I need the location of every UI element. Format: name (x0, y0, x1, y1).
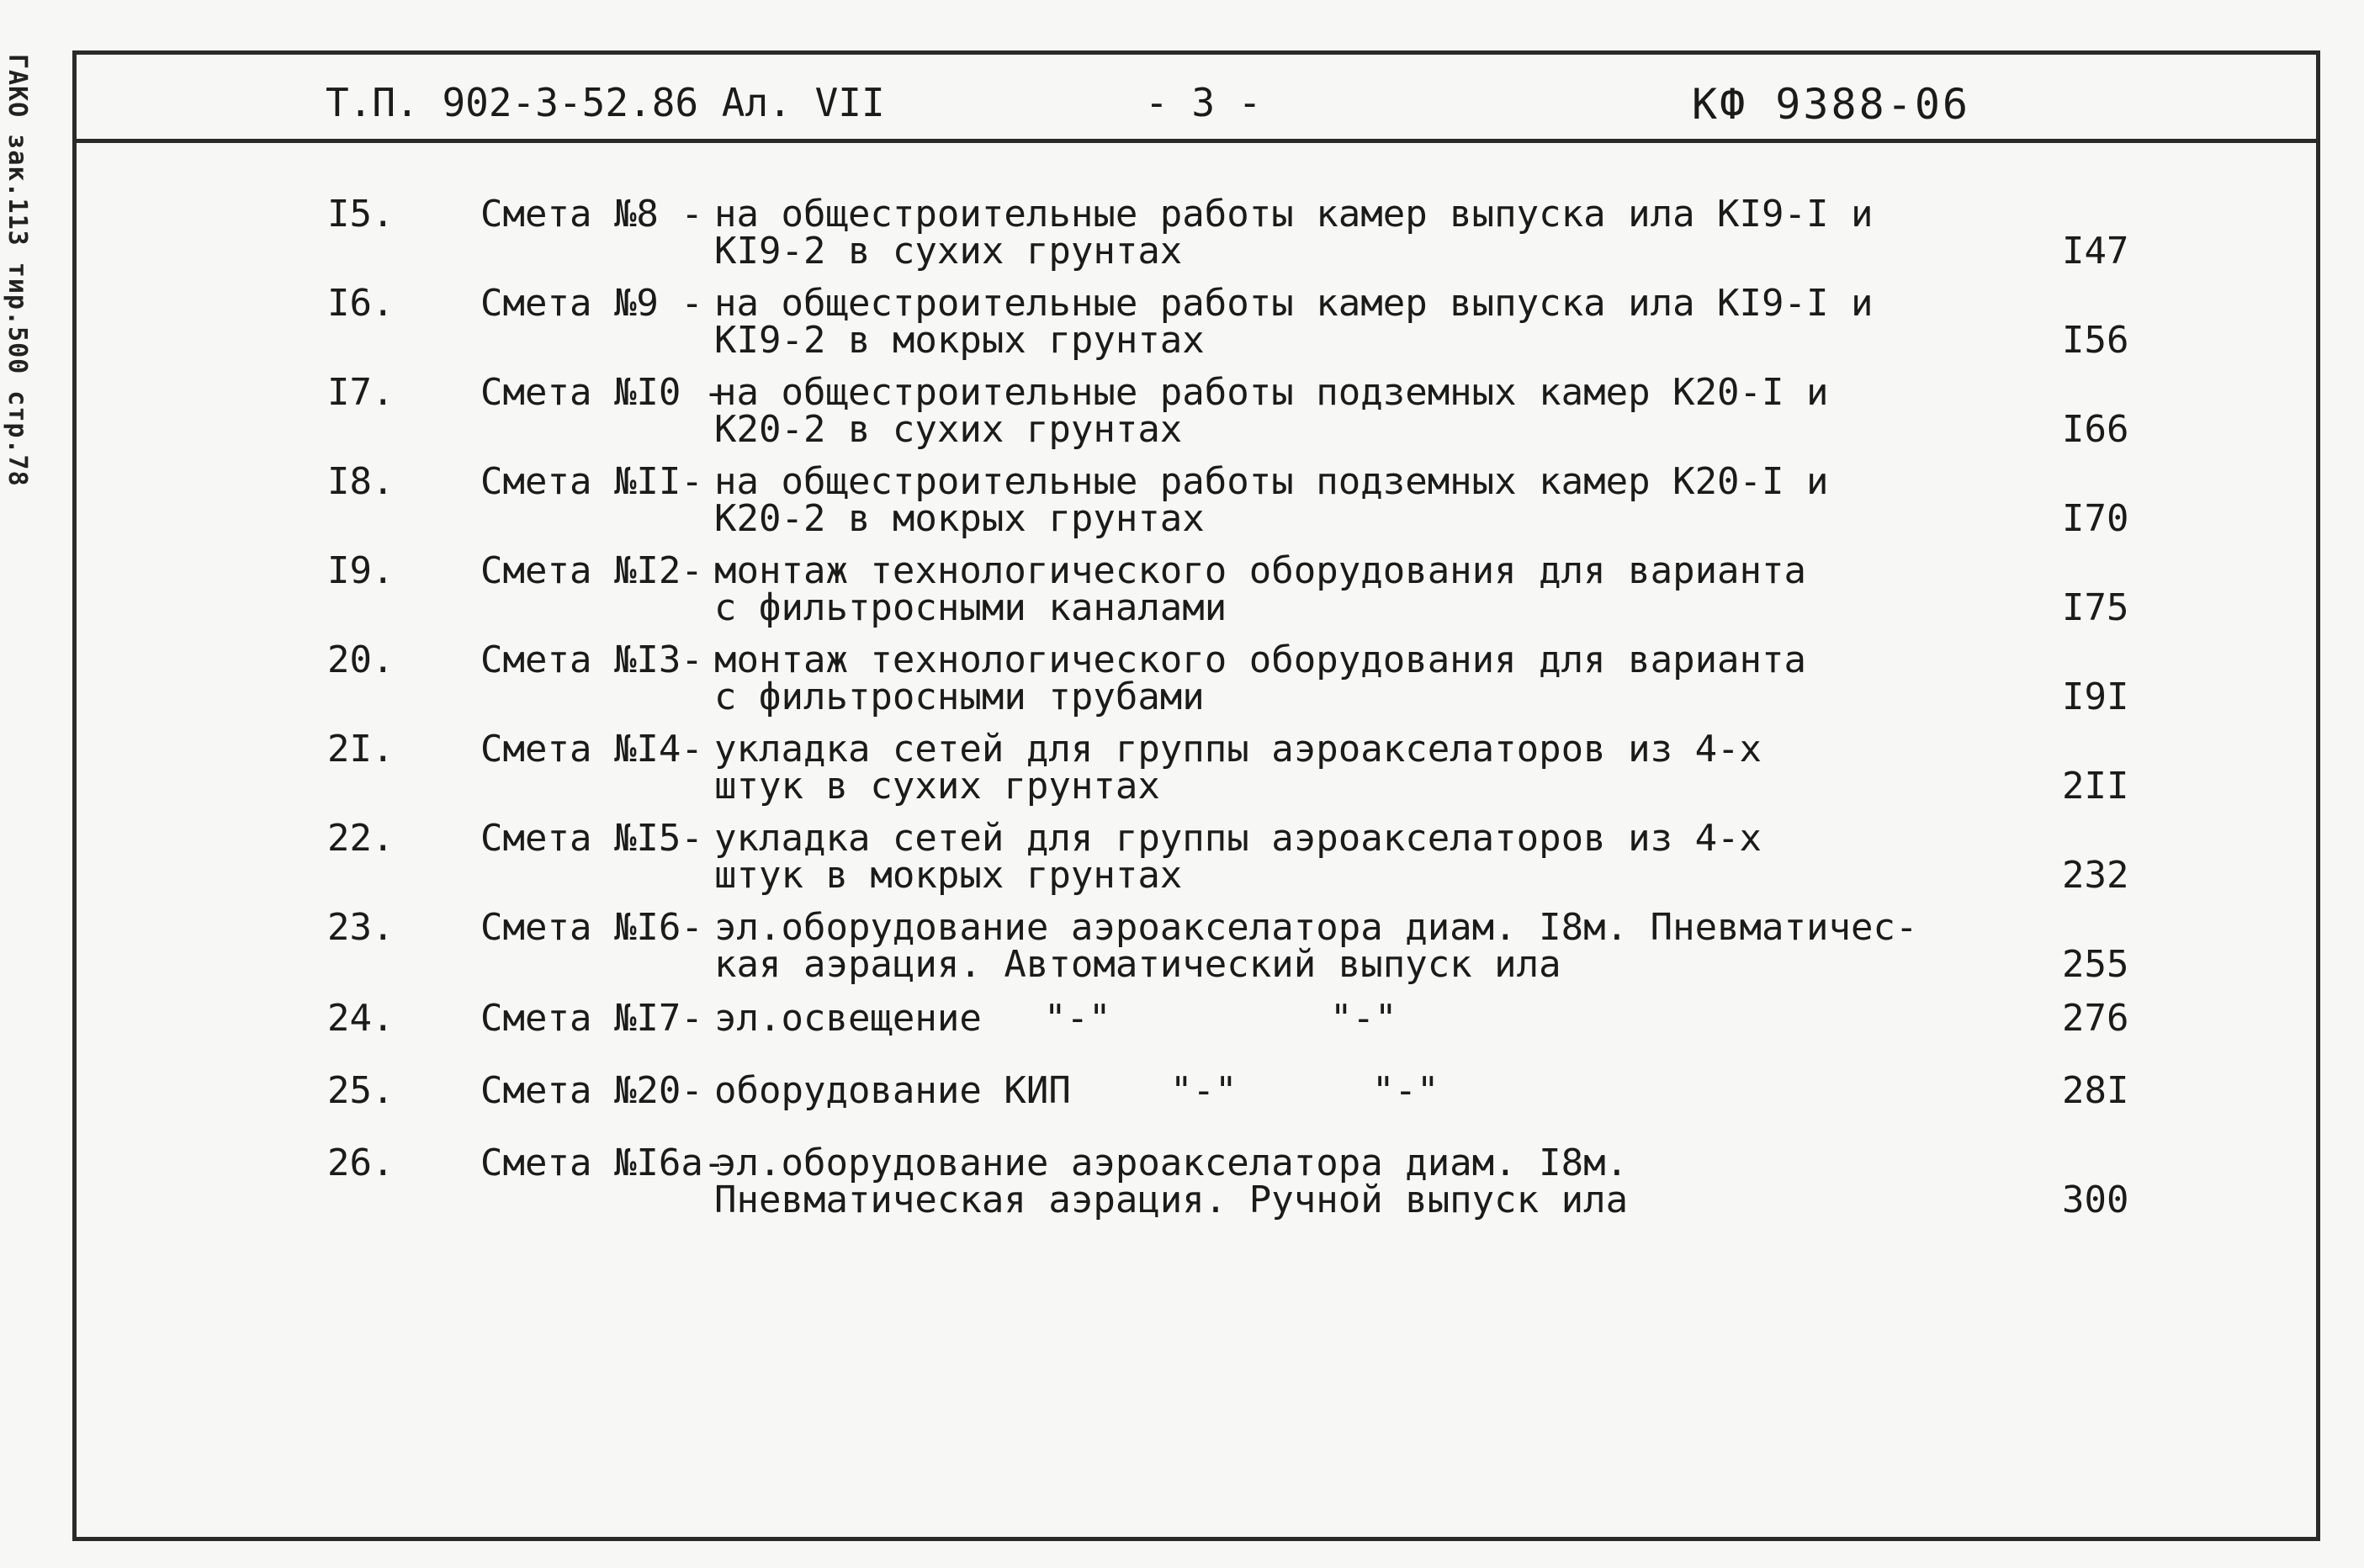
ditto-mark: "-" (1330, 997, 1397, 1040)
estimate-ref: Смета №I6а- (480, 1142, 726, 1184)
item-page: I9I (2062, 675, 2129, 718)
estimate-ref: Смета №I7- (480, 997, 703, 1040)
header (77, 55, 2316, 142)
item-number: 22. (327, 817, 395, 860)
item-description-cont: КI9-2 в сухих грунтах (714, 230, 1183, 273)
item-number: 25. (327, 1069, 395, 1112)
estimate-ref: Смета №8 - (480, 193, 703, 236)
item-page: I47 (2062, 230, 2129, 273)
estimate-ref: Смета №I4- (480, 728, 703, 771)
item-number: I8. (327, 460, 395, 503)
item-description: оборудование КИП (714, 1069, 1071, 1112)
ditto-mark: "-" (1372, 1069, 1439, 1112)
document-code: КФ 9388-06 (1692, 80, 1971, 129)
ditto-mark: "-" (1044, 997, 1111, 1040)
item-number: 23. (327, 906, 395, 949)
item-description: укладка сетей для группы аэроакселаторов из 4-х (714, 728, 1762, 771)
item-page: I75 (2062, 586, 2129, 629)
item-description-cont: с фильтросными трубами (714, 675, 1205, 718)
item-description-cont: К20-2 в мокрых грунтах (714, 497, 1205, 540)
item-description-cont: К20-2 в сухих грунтах (714, 408, 1183, 451)
estimate-ref: Смета №I0 - (480, 371, 726, 414)
item-number: I6. (327, 282, 395, 325)
estimate-ref: Смета №20- (480, 1069, 703, 1112)
item-page: I66 (2062, 408, 2129, 451)
item-page: I56 (2062, 319, 2129, 362)
margin-note-text: ГАКО зак.113 тир.500 стр.78 (3, 54, 32, 487)
item-page: 276 (2062, 997, 2129, 1040)
ditto-mark: "-" (1170, 1069, 1238, 1112)
item-number: 20. (327, 638, 395, 681)
item-page: 255 (2062, 943, 2129, 986)
item-description-cont: с фильтросными каналами (714, 586, 1227, 629)
item-description: монтаж технологического оборудования для варианта (714, 638, 1807, 681)
item-number: I9. (327, 549, 395, 592)
item-description: на общестроительные работы подземных камер К20-I и (714, 460, 1829, 503)
item-number: 24. (327, 997, 395, 1040)
estimate-ref: Смета №I5- (480, 817, 703, 860)
page-number: - 3 - (1145, 80, 1262, 125)
estimate-ref: Смета №II- (480, 460, 703, 503)
item-description: монтаж технологического оборудования для варианта (714, 549, 1807, 592)
item-page: 232 (2062, 854, 2129, 897)
item-description: эл.оборудование аэроакселатора диам. I8м. (714, 1142, 1629, 1184)
header-divider (77, 139, 2316, 143)
item-description-cont: штук в мокрых грунтах (714, 854, 1183, 897)
item-number: I5. (327, 193, 395, 236)
document-designation: Т.П. 902-3-52.86 Ал. VII (326, 80, 885, 125)
item-number: I7. (327, 371, 395, 414)
item-page: 300 (2062, 1179, 2129, 1221)
estimate-ref: Смета №9 - (480, 282, 703, 325)
item-description: на общестроительные работы камер выпуска ила КI9-I и (714, 193, 1874, 236)
item-page: 2II (2062, 765, 2129, 808)
page-frame (72, 50, 2320, 1541)
item-page: I70 (2062, 497, 2129, 540)
item-description: на общестроительные работы камер выпуска ила КI9-I и (714, 282, 1874, 325)
estimate-ref: Смета №I3- (480, 638, 703, 681)
item-description-cont: Пневматическая аэрация. Ручной выпуск ила (714, 1179, 1629, 1221)
item-number: 2I. (327, 728, 395, 771)
item-description-cont: штук в сухих грунтах (714, 765, 1160, 808)
item-page: 28I (2062, 1069, 2129, 1112)
estimate-ref: Смета №I6- (480, 906, 703, 949)
estimate-ref: Смета №I2- (480, 549, 703, 592)
item-description: укладка сетей для группы аэроакселаторов из 4-х (714, 817, 1762, 860)
item-description: эл.оборудование аэроакселатора диам. I8м. Пневматичес- (714, 906, 1918, 949)
item-description-cont: кая аэрация. Автоматический выпуск ила (714, 943, 1561, 986)
item-description-cont: КI9-2 в мокрых грунтах (714, 319, 1205, 362)
item-description: на общестроительные работы подземных камер К20-I и (714, 371, 1829, 414)
item-description: эл.освещение (714, 997, 982, 1040)
item-number: 26. (327, 1142, 395, 1184)
margin-note (2, 54, 62, 525)
